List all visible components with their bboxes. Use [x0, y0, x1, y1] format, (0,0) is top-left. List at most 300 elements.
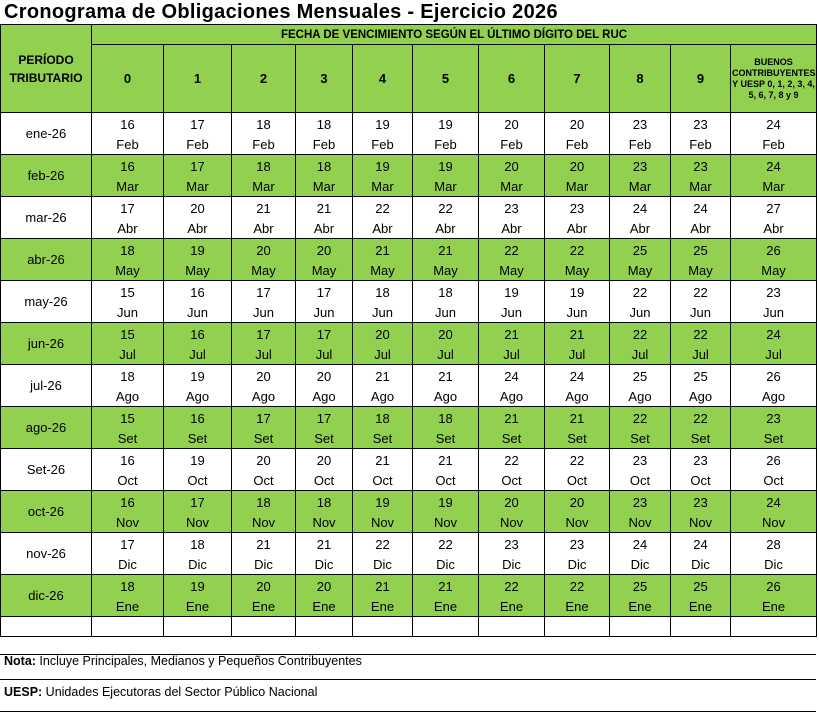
due-month-cell: Dic [610, 554, 671, 575]
due-month-cell: Abr [610, 218, 671, 239]
due-month-cell: Nov [164, 512, 232, 533]
due-month-cell: Ene [353, 596, 413, 617]
due-month-cell: Ago [413, 386, 479, 407]
due-day-cell: 20 [413, 323, 479, 345]
due-day-cell: 26 [731, 449, 817, 471]
due-month-cell: Ago [479, 386, 545, 407]
due-month-cell: May [610, 260, 671, 281]
due-day-cell: 23 [671, 113, 731, 135]
page-title: Cronograma de Obligaciones Mensuales - Ejercicio 2026 [4, 1, 558, 23]
due-day-cell: 25 [671, 575, 731, 597]
due-month-cell: Feb [92, 134, 164, 155]
due-day-cell: 23 [610, 155, 671, 177]
due-month-cell: Ago [92, 386, 164, 407]
due-month-cell: Set [232, 428, 296, 449]
due-day-cell: 17 [164, 113, 232, 135]
due-month-cell: Jun [610, 302, 671, 323]
empty-cell [671, 617, 731, 637]
period-cell: ene-26 [1, 113, 92, 155]
empty-cell [731, 617, 817, 637]
due-month-cell: Jun [296, 302, 353, 323]
due-day-cell: 16 [164, 281, 232, 303]
due-month-cell: Ene [610, 596, 671, 617]
due-month-cell: Ene [479, 596, 545, 617]
due-day-cell: 22 [479, 449, 545, 471]
due-day-cell: 20 [296, 575, 353, 597]
due-month-cell: Dic [232, 554, 296, 575]
period-header-line2: TRIBUTARIO [9, 70, 83, 85]
note-line [4, 654, 819, 668]
due-month-cell: Ago [671, 386, 731, 407]
empty-row [1, 617, 817, 637]
due-day-cell: 20 [296, 365, 353, 387]
due-day-cell: 15 [92, 323, 164, 345]
due-day-cell: 27 [731, 197, 817, 219]
due-month-cell: Nov [479, 512, 545, 533]
due-month-cell: Ene [545, 596, 610, 617]
due-month-cell: Feb [545, 134, 610, 155]
due-month-cell: Dic [545, 554, 610, 575]
digit-header-6: 6 [479, 45, 545, 113]
due-day-cell: 16 [92, 113, 164, 135]
due-month-cell: Dic [731, 554, 817, 575]
empty-cell [164, 617, 232, 637]
due-day-cell: 23 [545, 197, 610, 219]
due-month-cell: Jul [164, 344, 232, 365]
due-day-cell: 20 [164, 197, 232, 219]
due-day-cell: 18 [232, 155, 296, 177]
due-day-cell: 21 [353, 575, 413, 597]
period-header-line1: PERÍODO [18, 52, 74, 67]
due-month-cell: Ene [671, 596, 731, 617]
due-month-cell: Ene [232, 596, 296, 617]
due-month-cell: Nov [413, 512, 479, 533]
due-month-cell: Nov [610, 512, 671, 533]
due-day-cell: 18 [296, 491, 353, 513]
due-month-cell: Set [671, 428, 731, 449]
due-day-cell: 25 [610, 239, 671, 261]
due-day-cell: 21 [296, 533, 353, 555]
due-month-cell: Feb [610, 134, 671, 155]
table-row [1, 323, 817, 345]
due-day-cell: 24 [731, 155, 817, 177]
table-row [1, 449, 817, 471]
due-day-cell: 22 [671, 281, 731, 303]
due-month-cell: Dic [479, 554, 545, 575]
due-day-cell: 18 [92, 575, 164, 597]
due-day-cell: 24 [610, 533, 671, 555]
due-day-cell: 21 [353, 449, 413, 471]
due-day-cell: 21 [413, 575, 479, 597]
schedule-table [0, 24, 817, 637]
due-month-cell: Mar [296, 176, 353, 197]
due-month-cell: Oct [413, 470, 479, 491]
table-row-month [1, 176, 817, 197]
due-month-cell: Jul [296, 344, 353, 365]
due-day-cell: 18 [296, 155, 353, 177]
table-row [1, 197, 817, 219]
due-month-cell: Oct [296, 470, 353, 491]
due-day-cell: 19 [164, 449, 232, 471]
due-day-cell: 24 [731, 491, 817, 513]
due-day-cell: 18 [413, 407, 479, 429]
due-day-cell: 21 [353, 365, 413, 387]
due-day-cell: 17 [232, 407, 296, 429]
due-month-cell: Ene [413, 596, 479, 617]
due-day-cell: 16 [164, 407, 232, 429]
due-month-cell: Jul [731, 344, 817, 365]
due-day-cell: 22 [610, 407, 671, 429]
period-cell: Set-26 [1, 449, 92, 491]
due-month-cell: Nov [545, 512, 610, 533]
empty-cell [232, 617, 296, 637]
due-month-cell: Ene [296, 596, 353, 617]
table-row-month [1, 260, 817, 281]
due-month-cell: Mar [731, 176, 817, 197]
due-day-cell: 19 [164, 239, 232, 261]
due-day-cell: 19 [164, 365, 232, 387]
digit-header-4: 4 [353, 45, 413, 113]
due-day-cell: 20 [232, 239, 296, 261]
due-day-cell: 25 [610, 575, 671, 597]
table-row-month [1, 344, 817, 365]
due-day-cell: 23 [671, 449, 731, 471]
due-day-cell: 20 [232, 449, 296, 471]
table-row [1, 239, 817, 261]
due-day-cell: 17 [296, 407, 353, 429]
due-month-cell: Dic [353, 554, 413, 575]
table-row [1, 407, 817, 429]
table-row-month [1, 428, 817, 449]
due-day-cell: 17 [92, 197, 164, 219]
due-day-cell: 22 [671, 323, 731, 345]
due-day-cell: 21 [413, 239, 479, 261]
due-month-cell: Set [353, 428, 413, 449]
due-day-cell: 17 [296, 281, 353, 303]
due-day-cell: 23 [479, 197, 545, 219]
due-day-cell: 24 [671, 197, 731, 219]
period-cell: jul-26 [1, 365, 92, 407]
due-month-cell: Mar [232, 176, 296, 197]
table-row [1, 575, 817, 597]
due-month-cell: Abr [413, 218, 479, 239]
due-day-cell: 23 [671, 155, 731, 177]
due-day-cell: 26 [731, 365, 817, 387]
empty-cell [353, 617, 413, 637]
due-day-cell: 21 [232, 197, 296, 219]
table-row [1, 281, 817, 303]
due-month-cell: Dic [413, 554, 479, 575]
due-month-cell: Set [296, 428, 353, 449]
due-month-cell: Dic [671, 554, 731, 575]
due-day-cell: 23 [731, 407, 817, 429]
due-day-cell: 18 [164, 533, 232, 555]
due-day-cell: 21 [545, 407, 610, 429]
digit-header-1: 1 [164, 45, 232, 113]
due-day-cell: 18 [92, 239, 164, 261]
due-day-cell: 22 [353, 533, 413, 555]
due-day-cell: 15 [92, 407, 164, 429]
due-month-cell: Nov [92, 512, 164, 533]
due-month-cell: May [164, 260, 232, 281]
due-day-cell: 15 [92, 281, 164, 303]
due-month-cell: Abr [296, 218, 353, 239]
due-day-cell: 16 [92, 449, 164, 471]
due-day-cell: 22 [353, 197, 413, 219]
table-row [1, 533, 817, 555]
note-label: Nota: [4, 654, 36, 668]
period-cell: abr-26 [1, 239, 92, 281]
due-month-cell: Jul [413, 344, 479, 365]
due-day-cell: 22 [610, 281, 671, 303]
due-day-cell: 19 [413, 155, 479, 177]
period-cell: jun-26 [1, 323, 92, 365]
due-day-cell: 20 [296, 449, 353, 471]
due-month-cell: Mar [479, 176, 545, 197]
due-month-cell: Ene [164, 596, 232, 617]
due-day-cell: 18 [353, 407, 413, 429]
due-month-cell: Abr [92, 218, 164, 239]
due-month-cell: Oct [479, 470, 545, 491]
period-cell: ago-26 [1, 407, 92, 449]
due-day-cell: 22 [545, 239, 610, 261]
due-day-cell: 25 [671, 239, 731, 261]
due-month-cell: Oct [731, 470, 817, 491]
due-month-cell: Set [731, 428, 817, 449]
uesp-note-line [4, 685, 819, 699]
digit-header-7: 7 [545, 45, 610, 113]
due-day-cell: 23 [610, 449, 671, 471]
digit-header-0: 0 [92, 45, 164, 113]
buenos-contribuyentes-header: BUENOS CONTRIBUYENTES Y UESP 0, 1, 2, 3, 4, 5, 6, 7, 8 y 9 [731, 45, 817, 113]
note-text: Incluye Principales, Medianos y Pequeños Contribuyentes [35, 654, 362, 668]
due-day-cell: 21 [479, 407, 545, 429]
due-month-cell: Feb [413, 134, 479, 155]
due-month-cell: Oct [164, 470, 232, 491]
due-month-cell: Jul [479, 344, 545, 365]
due-month-cell: Jun [731, 302, 817, 323]
due-month-cell: Mar [92, 176, 164, 197]
due-month-cell: May [353, 260, 413, 281]
due-day-cell: 19 [353, 155, 413, 177]
due-day-cell: 22 [479, 575, 545, 597]
due-month-cell: Oct [545, 470, 610, 491]
due-month-cell: Abr [731, 218, 817, 239]
due-day-cell: 23 [610, 113, 671, 135]
due-month-cell: Jun [353, 302, 413, 323]
due-day-cell: 18 [92, 365, 164, 387]
due-month-cell: Ago [731, 386, 817, 407]
due-month-cell: Mar [353, 176, 413, 197]
due-day-cell: 24 [671, 533, 731, 555]
due-month-cell: Set [164, 428, 232, 449]
due-day-cell: 20 [296, 239, 353, 261]
empty-cell [479, 617, 545, 637]
due-day-cell: 21 [545, 323, 610, 345]
due-month-cell: Feb [232, 134, 296, 155]
empty-cell [610, 617, 671, 637]
due-month-cell: Feb [731, 134, 817, 155]
due-day-cell: 20 [353, 323, 413, 345]
due-month-cell: Jun [413, 302, 479, 323]
due-month-cell: Abr [671, 218, 731, 239]
due-day-cell: 17 [296, 323, 353, 345]
due-day-cell: 23 [545, 533, 610, 555]
due-day-cell: 21 [413, 449, 479, 471]
due-day-cell: 19 [545, 281, 610, 303]
due-month-cell: May [731, 260, 817, 281]
due-month-cell: Mar [610, 176, 671, 197]
due-day-cell: 20 [232, 365, 296, 387]
due-month-cell: Jul [545, 344, 610, 365]
table-row-month [1, 596, 817, 617]
due-month-cell: Mar [671, 176, 731, 197]
due-month-cell: Abr [232, 218, 296, 239]
due-day-cell: 19 [353, 491, 413, 513]
due-month-cell: Nov [731, 512, 817, 533]
due-day-cell: 20 [232, 575, 296, 597]
due-day-cell: 24 [545, 365, 610, 387]
period-header [1, 25, 92, 113]
due-month-cell: Oct [353, 470, 413, 491]
due-month-cell: Mar [164, 176, 232, 197]
due-month-cell: Feb [164, 134, 232, 155]
due-month-cell: Abr [164, 218, 232, 239]
due-month-cell: Jun [479, 302, 545, 323]
due-month-cell: Mar [413, 176, 479, 197]
due-month-cell: Feb [296, 134, 353, 155]
due-day-cell: 21 [353, 239, 413, 261]
due-day-cell: 18 [353, 281, 413, 303]
due-month-cell: Jul [671, 344, 731, 365]
due-month-cell: Ene [92, 596, 164, 617]
due-month-cell: Ago [353, 386, 413, 407]
table-row-month [1, 134, 817, 155]
due-day-cell: 24 [610, 197, 671, 219]
due-day-cell: 20 [545, 491, 610, 513]
empty-cell [92, 617, 164, 637]
due-day-cell: 19 [479, 281, 545, 303]
due-month-cell: May [296, 260, 353, 281]
due-day-cell: 17 [232, 323, 296, 345]
due-month-cell: Jun [671, 302, 731, 323]
period-cell: dic-26 [1, 575, 92, 617]
due-month-cell: Feb [479, 134, 545, 155]
due-month-cell: Set [92, 428, 164, 449]
due-day-cell: 20 [479, 155, 545, 177]
due-day-cell: 18 [232, 491, 296, 513]
due-day-cell: 21 [413, 365, 479, 387]
due-month-cell: Feb [353, 134, 413, 155]
due-day-cell: 22 [545, 575, 610, 597]
due-day-cell: 20 [479, 491, 545, 513]
due-day-cell: 24 [731, 113, 817, 135]
due-day-cell: 19 [164, 575, 232, 597]
due-month-cell: Dic [164, 554, 232, 575]
due-date-group-header: FECHA DE VENCIMIENTO SEGÚN EL ÚLTIMO DÍGITO DEL RUC [92, 25, 817, 45]
due-month-cell: Ago [164, 386, 232, 407]
due-day-cell: 23 [731, 281, 817, 303]
due-month-cell: May [232, 260, 296, 281]
digit-header-8: 8 [610, 45, 671, 113]
due-day-cell: 17 [164, 155, 232, 177]
due-month-cell: Jun [92, 302, 164, 323]
due-month-cell: May [479, 260, 545, 281]
due-month-cell: Nov [671, 512, 731, 533]
due-day-cell: 21 [296, 197, 353, 219]
digit-header-5: 5 [413, 45, 479, 113]
due-day-cell: 22 [479, 239, 545, 261]
table-row-month [1, 470, 817, 491]
table-row-month [1, 512, 817, 533]
due-day-cell: 24 [479, 365, 545, 387]
due-month-cell: Abr [545, 218, 610, 239]
due-day-cell: 17 [164, 491, 232, 513]
due-day-cell: 20 [479, 113, 545, 135]
due-day-cell: 19 [353, 113, 413, 135]
due-month-cell: Set [413, 428, 479, 449]
digit-header-2: 2 [232, 45, 296, 113]
due-month-cell: Ene [731, 596, 817, 617]
due-month-cell: Oct [610, 470, 671, 491]
due-day-cell: 16 [92, 491, 164, 513]
due-day-cell: 18 [232, 113, 296, 135]
due-month-cell: Jun [232, 302, 296, 323]
due-day-cell: 23 [479, 533, 545, 555]
period-cell: may-26 [1, 281, 92, 323]
uesp-text: Unidades Ejecutoras del Sector Público Nacional [42, 685, 318, 699]
due-month-cell: May [413, 260, 479, 281]
due-month-cell: Jul [232, 344, 296, 365]
due-month-cell: Jul [353, 344, 413, 365]
due-day-cell: 22 [413, 533, 479, 555]
due-month-cell: Ago [610, 386, 671, 407]
table-row-month [1, 386, 817, 407]
due-day-cell: 16 [164, 323, 232, 345]
due-day-cell: 18 [296, 113, 353, 135]
due-month-cell: Nov [232, 512, 296, 533]
due-day-cell: 25 [671, 365, 731, 387]
due-month-cell: May [671, 260, 731, 281]
due-day-cell: 23 [610, 491, 671, 513]
due-month-cell: Ago [545, 386, 610, 407]
period-cell: feb-26 [1, 155, 92, 197]
due-day-cell: 25 [610, 365, 671, 387]
due-month-cell: Abr [479, 218, 545, 239]
due-day-cell: 17 [232, 281, 296, 303]
due-day-cell: 21 [232, 533, 296, 555]
due-month-cell: Ago [296, 386, 353, 407]
due-month-cell: Mar [545, 176, 610, 197]
table-row [1, 491, 817, 513]
table-row [1, 365, 817, 387]
due-month-cell: Jun [545, 302, 610, 323]
due-month-cell: Jul [92, 344, 164, 365]
due-month-cell: Set [545, 428, 610, 449]
divider [0, 679, 816, 680]
due-day-cell: 22 [545, 449, 610, 471]
due-day-cell: 19 [413, 491, 479, 513]
due-day-cell: 22 [610, 323, 671, 345]
due-day-cell: 22 [671, 407, 731, 429]
due-day-cell: 20 [545, 113, 610, 135]
empty-cell [1, 617, 92, 637]
table-row [1, 155, 817, 177]
title-bar [0, 0, 819, 24]
due-day-cell: 28 [731, 533, 817, 555]
due-month-cell: Oct [232, 470, 296, 491]
due-day-cell: 21 [479, 323, 545, 345]
